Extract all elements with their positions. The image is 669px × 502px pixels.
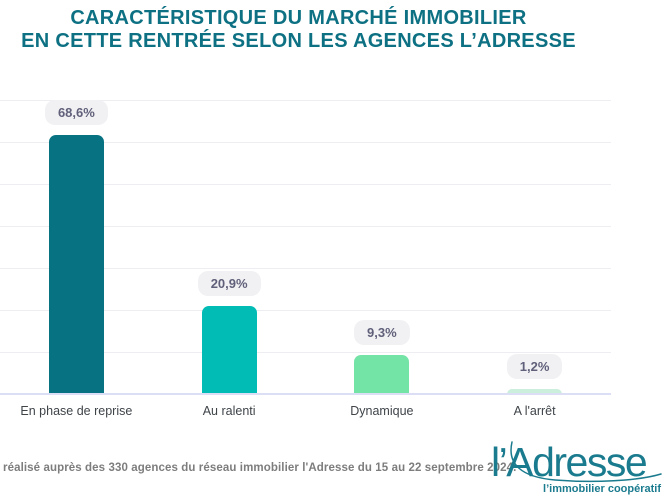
ladresse-logo [491,436,663,496]
category-label: Dynamique [350,404,414,418]
chart-title-line1: CARACTÉRISTIQUE DU MARCHÉ IMMOBILIER [70,7,527,29]
bar-group-dynamique [306,100,459,394]
logo-wordmark: l’Adresse [491,439,647,485]
value-label: 9,3% [367,324,397,340]
value-label: 68,6% [57,105,95,120]
chart-title [0,7,597,53]
bar [202,306,257,394]
survey-note: réalisé auprès des 330 agences du réseau immobilier l'Adresse du 15 au 22 septembre 2024. [3,462,517,474]
bar-group-en-phase-de-reprise [0,100,153,394]
chart-title-line2: EN CETTE RENTRÉE SELON LES AGENCES L’ADRESSE [21,30,576,52]
value-label: 20,9% [210,276,248,292]
category-label: En phase de reprise [20,404,133,418]
value-label: 1,2% [519,358,550,374]
value-badge [45,100,108,125]
value-badge [507,354,563,379]
logo-tagline: l’immobilier coopératif [543,483,661,495]
bar [354,355,409,394]
bar-group-au-ralenti [153,100,306,394]
x-axis-line [0,393,611,395]
category-label: Au ralenti [202,404,256,418]
value-badge [198,271,261,296]
bar [49,135,104,394]
category-labels [0,404,611,418]
bar-chart-plot [0,100,611,394]
category-label: A l'arrêt [513,404,556,418]
bar-slots [0,100,611,394]
bar-group-a-l-arret [458,100,611,394]
value-badge [354,320,410,345]
